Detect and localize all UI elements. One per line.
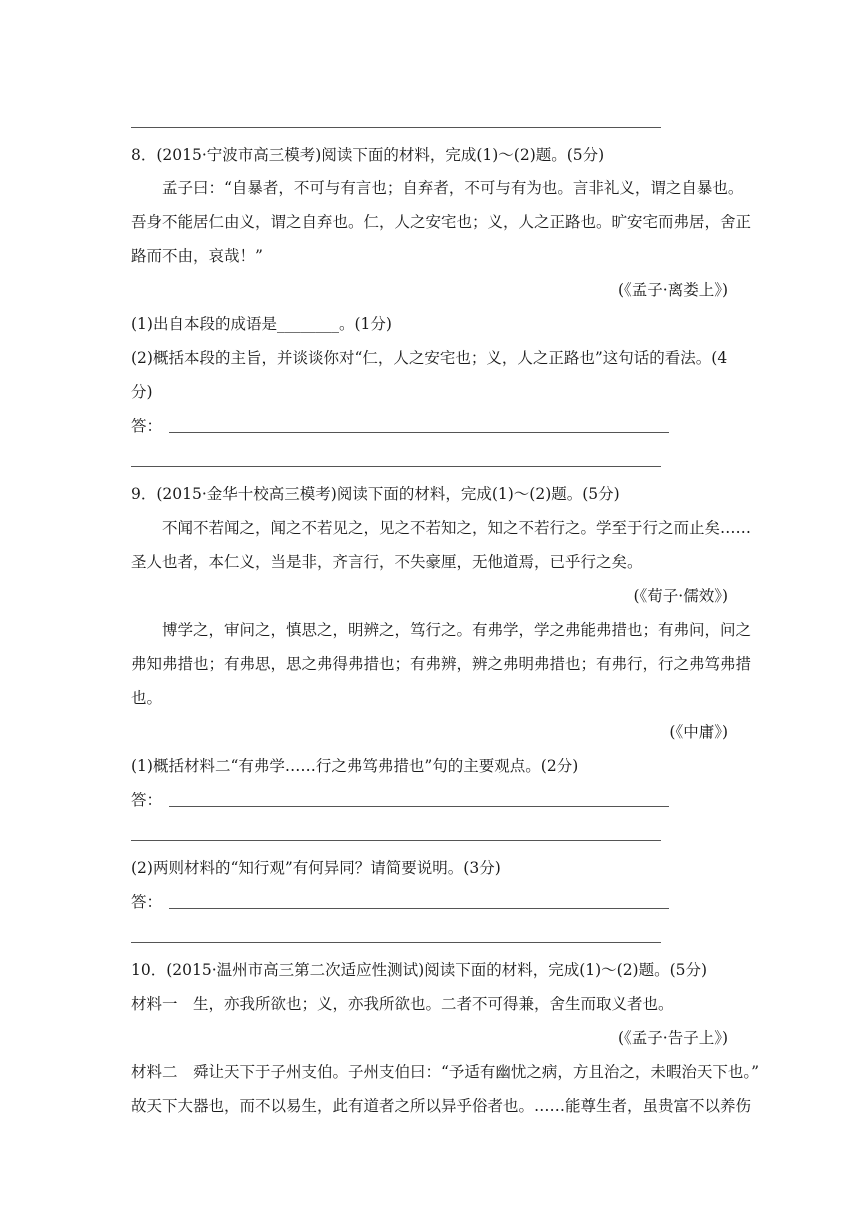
answer-line[interactable] <box>131 942 661 943</box>
answer-line[interactable] <box>169 908 669 909</box>
question-9-heading: 9．(2015·金华十校高三模考)阅读下面的材料，完成(1)～(2)题。(5分) <box>131 485 620 503</box>
q9-passage2-line: 博学之，审问之，慎思之，明辨之，笃行之。有弗学，学之弗能弗措也；有弗问，问之 <box>162 621 752 639</box>
q9-source-2: (《中庸》) <box>669 723 728 741</box>
q8-passage-line: 路而不由，哀哉！” <box>131 247 263 265</box>
q8-answer-label: 答： <box>131 417 163 435</box>
q9-subquestion-2: (2)两则材料的“知行观”有何异同？请简要说明。(3分) <box>131 859 501 877</box>
question-10-heading: 10．(2015·温州市高三第二次适应性测试)阅读下面的材料，完成(1)～(2)题。(5分) <box>131 961 708 979</box>
answer-line <box>131 127 661 128</box>
answer-line[interactable] <box>131 840 661 841</box>
answer-line[interactable] <box>169 806 669 807</box>
answer-line[interactable] <box>131 466 661 467</box>
q8-source: (《孟子·离娄上》) <box>617 281 728 299</box>
q9-passage1-line: 不闻不若闻之，闻之不若见之，见之不若知之，知之不若行之。学至于行之而止矣…… <box>162 519 752 537</box>
q9-passage2-line: 也。 <box>131 689 163 707</box>
q10-source-1: (《孟子·告子上》) <box>617 1029 728 1047</box>
q9-answer-label-2: 答： <box>131 893 163 911</box>
q8-passage-line: 吾身不能居仁由义，谓之自弃也。仁，人之安宅也；义，人之正路也。旷安宅而弗居，舍正 <box>131 213 752 231</box>
q9-subquestion-1: (1)概括材料二“有弗学……行之弗笃弗措也”句的主要观点。(2分) <box>131 757 579 775</box>
q9-source-1: (《荀子·儒效》) <box>633 587 728 605</box>
q9-answer-label-1: 答： <box>131 791 163 809</box>
q8-subquestion-2: (2)概括本段的主旨，并谈谈你对“仁，人之安宅也；义，人之正路也”这句话的看法。(4 <box>131 349 728 367</box>
q9-passage1-line: 圣人也者，本仁义，当是非，齐言行，不失豪厘，无他道焉，已乎行之矣。 <box>131 553 643 571</box>
question-8-heading: 8．(2015·宁波市高三模考)阅读下面的材料，完成(1)～(2)题。(5分) <box>131 146 605 164</box>
q10-material-2-line: 故天下大器也，而不以易生，此有道者之所以异乎俗者也。……能尊生者，虽贵富不以养伤 <box>131 1097 752 1115</box>
q9-passage2-line: 弗知弗措也；有弗思，思之弗得弗措也；有弗辨，辨之弗明弗措也；有弗行，行之弗笃弗措 <box>131 655 752 673</box>
q8-passage-line: 孟子曰：“自暴者，不可与有言也；自弃者，不可与有为也。言非礼义，谓之自暴也。 <box>162 179 744 197</box>
answer-line[interactable] <box>169 432 669 433</box>
q8-subquestion-2: 分) <box>131 383 153 401</box>
q10-material-2-line: 材料二 舜让天下于子州支伯。子州支伯曰：“予适有幽忧之病，方且治之，未暇治天下也。” <box>131 1063 760 1081</box>
q10-material-1: 材料一 生，亦我所欲也；义，亦我所欲也。二者不可得兼，舍生而取义者也。 <box>131 995 674 1013</box>
q8-subquestion-1: (1)出自本段的成语是________。(1分) <box>131 315 392 333</box>
